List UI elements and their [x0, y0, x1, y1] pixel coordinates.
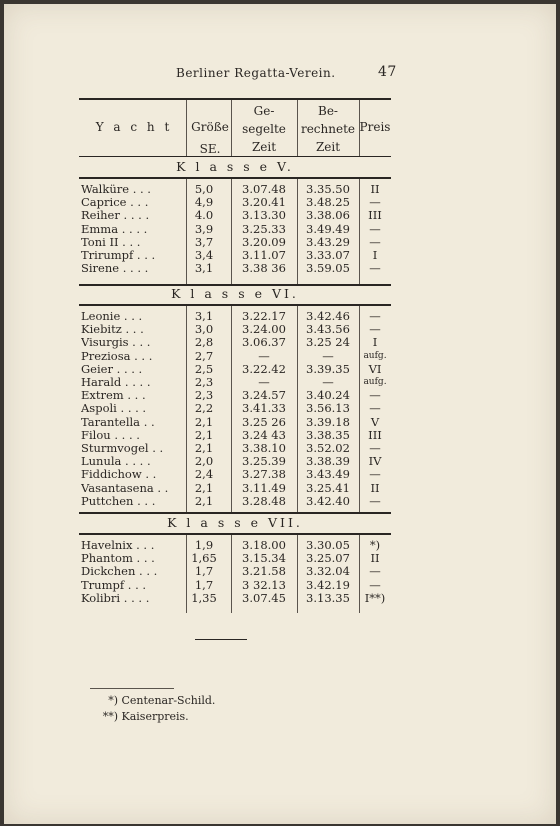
- yacht-name: Reiher . . . .: [81, 209, 150, 223]
- yacht-name: Vasantasena . .: [81, 481, 169, 495]
- table-row: [79, 249, 391, 262]
- prize: —: [369, 309, 381, 323]
- yacht-name: Caprice . . .: [81, 196, 149, 210]
- page-number: 47: [378, 64, 397, 80]
- yacht-size: 1,65: [191, 551, 217, 566]
- prize: III: [368, 208, 382, 223]
- calculated-time: 3.38.06: [306, 208, 350, 223]
- calculated-time: 3.42.40: [306, 493, 350, 508]
- yacht-size: 2,1: [194, 493, 214, 508]
- calculated-time: 3.38.35: [306, 427, 350, 442]
- calculated-time: 3.49.49: [306, 221, 350, 236]
- yacht-size: 4,9: [194, 195, 214, 210]
- table-row: [79, 468, 391, 481]
- yacht-size: 1,35: [191, 590, 217, 605]
- prize: II: [370, 551, 380, 566]
- sailed-time: 3.20.09: [242, 234, 286, 249]
- table-row: [79, 579, 391, 592]
- sailed-time: —: [258, 348, 270, 363]
- prize: —: [369, 493, 381, 508]
- prize: —: [369, 577, 381, 592]
- yacht-size: 2,1: [194, 414, 214, 429]
- calculated-time: 3.38.39: [306, 454, 350, 469]
- yacht-size: 2,2: [194, 401, 214, 416]
- sailed-time: 3.18.00: [242, 538, 286, 552]
- table-row: [79, 389, 391, 402]
- table-row: [79, 350, 391, 363]
- sailed-time: 3.13.30: [242, 208, 286, 223]
- prize: —: [369, 195, 381, 210]
- yacht-size: 1,7: [194, 564, 214, 579]
- prize: V: [370, 414, 380, 429]
- table-row: [79, 592, 391, 605]
- table-row: [79, 565, 391, 578]
- calculated-time: 3.30.05: [306, 538, 350, 552]
- table-row: [79, 336, 391, 349]
- sailed-time: 3.27.38: [242, 467, 286, 482]
- sailed-time: 3.20.41: [242, 195, 286, 210]
- yacht-name: Aspoli . . . .: [81, 402, 147, 416]
- footnote-centenar: *) Centenar-Schild.: [108, 694, 216, 707]
- yacht-name: Trirumpf . . .: [81, 249, 156, 262]
- prize: —: [369, 261, 381, 276]
- prize: —: [369, 221, 381, 236]
- class-vii-top-rule: [79, 512, 391, 514]
- sailed-time: 3.38.10: [242, 441, 286, 455]
- yacht-name: Preziosa . . .: [81, 349, 153, 363]
- calculated-time: 3.39.35: [306, 361, 350, 376]
- sailed-time: 3.21.58: [242, 564, 286, 579]
- footnote-kaiserpreis: **) Kaiserpreis.: [102, 710, 189, 723]
- sailed-time: 3.11.49: [242, 480, 286, 495]
- prize: I: [372, 335, 378, 350]
- yacht-size: 3,9: [194, 221, 214, 236]
- yacht-name: Emma . . . .: [81, 222, 148, 236]
- sailed-time: 3.25.39: [242, 454, 286, 469]
- table-row: [79, 323, 391, 336]
- table-row: [79, 236, 391, 249]
- header-yacht: Y a c h t: [95, 120, 173, 134]
- yacht-name: Puttchen . . .: [81, 494, 156, 508]
- calculated-time: 3.43.29: [306, 234, 350, 249]
- prize: aufg.: [363, 350, 387, 361]
- prize: —: [369, 322, 381, 337]
- table-row: [79, 539, 391, 552]
- yacht-name: Extrem . . .: [81, 389, 146, 403]
- prize: aufg.: [363, 377, 387, 387]
- table-row: [79, 482, 391, 495]
- yacht-name: Harald . . . .: [81, 376, 151, 389]
- prize: II: [370, 480, 380, 495]
- yacht-size: 1,7: [194, 577, 214, 592]
- yacht-size: 2,3: [194, 388, 214, 403]
- sailed-time: 3.24.00: [242, 322, 286, 337]
- sailed-time: 3.28.48: [242, 493, 286, 508]
- yacht-name: Toni II . . .: [81, 235, 141, 249]
- sailed-time: 3.41.33: [242, 401, 286, 416]
- yacht-name: Filou . . . .: [81, 428, 140, 442]
- yacht-size: 2,1: [194, 427, 214, 442]
- yacht-size: 2,4: [194, 467, 214, 482]
- table-row: [79, 495, 391, 508]
- yacht-size: 2,1: [194, 441, 214, 455]
- prize: —: [369, 234, 381, 249]
- prize: VI: [368, 361, 382, 376]
- calculated-time: 3.48.25: [306, 195, 350, 210]
- sailed-time: 3.07.45: [242, 590, 286, 605]
- yacht-name: Dickchen . . .: [81, 565, 158, 579]
- yacht-size: 2,1: [194, 480, 214, 495]
- sailed-time: 3.22.42: [242, 361, 286, 376]
- yacht-size: 1,9: [194, 538, 214, 552]
- table-row: [79, 363, 391, 376]
- sailed-time: —: [258, 375, 270, 389]
- table-row: [79, 442, 391, 455]
- class-vi-rule: [79, 304, 391, 306]
- class-v-rule: [79, 177, 391, 179]
- prize: IV: [368, 454, 382, 469]
- table-row: [79, 196, 391, 209]
- yacht-name: Kiebitz . . .: [81, 323, 144, 337]
- sailed-time: 3 32.13: [242, 577, 286, 592]
- yacht-size: 3,4: [194, 248, 214, 262]
- sailed-time: 3.06.37: [242, 335, 286, 350]
- yacht-name: Walküre . . .: [81, 183, 151, 196]
- header-calculated-time: Be- rechnete Zeit: [300, 104, 356, 154]
- header-prize: Preis: [359, 120, 391, 134]
- yacht-name: Fiddichow . .: [81, 468, 157, 482]
- calculated-time: 3.13.35: [306, 590, 350, 605]
- sailed-time: 3.07.48: [242, 182, 286, 196]
- yacht-name: Leonie . . .: [81, 310, 143, 323]
- prize: —: [369, 441, 381, 455]
- calculated-time: 3.43.56: [306, 322, 350, 337]
- yacht-size: 3,1: [194, 309, 214, 323]
- calculated-time: —: [322, 375, 334, 389]
- yacht-size: 2,3: [194, 375, 214, 389]
- sailed-time: 3.15.34: [242, 551, 286, 566]
- yacht-size: 5,0: [194, 182, 214, 196]
- class-heading-vi: K l a s s e VI.: [171, 286, 299, 301]
- book-page: [4, 4, 556, 824]
- sailed-time: 3.22.17: [242, 309, 286, 323]
- table-row: [79, 376, 391, 389]
- calculated-time: 3.52.02: [306, 441, 350, 455]
- prize: I: [372, 248, 378, 262]
- table-row: [79, 455, 391, 468]
- yacht-size: 2,7: [194, 348, 214, 363]
- class-heading-vii: K l a s s e VII.: [167, 515, 303, 530]
- calculated-time: 3.25.41: [306, 480, 350, 495]
- yacht-name: Lunula . . . .: [81, 455, 151, 469]
- footnote-rule: [90, 688, 174, 689]
- yacht-name: Geier . . . .: [81, 362, 143, 376]
- header-bottom-rule: [79, 156, 391, 157]
- header-size: Größe SE.: [191, 120, 229, 156]
- yacht-name: Havelnix . . .: [81, 539, 155, 552]
- calculated-time: 3.39.18: [306, 414, 350, 429]
- yacht-name: Phantom . . .: [81, 552, 155, 566]
- prize: III: [368, 427, 382, 442]
- calculated-time: 3.32.04: [306, 564, 350, 579]
- prize: *): [369, 538, 381, 552]
- sailed-time: 3.38 36: [242, 261, 286, 276]
- page-title: Berliner Regatta-Verein.: [176, 66, 336, 80]
- calculated-time: 3.25.07: [306, 551, 350, 566]
- calculated-time: 3.56.13: [306, 401, 350, 416]
- yacht-size: 3,1: [194, 261, 214, 276]
- sailed-time: 3.25.33: [242, 221, 286, 236]
- table-row: [79, 209, 391, 222]
- yacht-name: Trumpf . . .: [81, 578, 147, 592]
- calculated-time: 3.42.46: [306, 309, 350, 323]
- prize: —: [369, 467, 381, 482]
- yacht-name: Sirene . . . .: [81, 262, 149, 276]
- yacht-size: 3,7: [194, 234, 214, 249]
- yacht-size: 2,5: [194, 361, 214, 376]
- yacht-size: 4.0: [194, 208, 214, 223]
- header-sailed-time: Ge- segelte Zeit: [242, 104, 286, 154]
- yacht-name: Visurgis . . .: [81, 336, 151, 350]
- sailed-time: 3.24.57: [242, 388, 286, 403]
- yacht-name: Kolibri . . . .: [81, 591, 150, 605]
- calculated-time: 3.33.07: [306, 248, 350, 262]
- table-row: [79, 183, 391, 196]
- table-row: [79, 416, 391, 429]
- calculated-time: 3.25 24: [306, 335, 350, 350]
- prize: —: [369, 388, 381, 403]
- table-row: [79, 429, 391, 442]
- table-top-rule: [79, 98, 391, 100]
- yacht-size: 2,8: [194, 335, 214, 350]
- table-row: [79, 552, 391, 565]
- calculated-time: 3.40.24: [306, 388, 350, 403]
- calculated-time: 3.35.50: [306, 182, 350, 196]
- yacht-size: 2,0: [194, 454, 214, 469]
- prize: —: [369, 401, 381, 416]
- calculated-time: 3.59.05: [306, 261, 350, 276]
- sailed-time: 3.11.07: [242, 248, 286, 262]
- calculated-time: —: [322, 348, 334, 363]
- yacht-size: 3,0: [194, 322, 214, 337]
- sailed-time: 3.24 43: [242, 427, 286, 442]
- sailed-time: 3.25 26: [242, 414, 286, 429]
- table-row: [79, 402, 391, 415]
- prize: —: [369, 564, 381, 579]
- yacht-name: Sturmvogel . .: [81, 442, 164, 455]
- table-row: [79, 262, 391, 275]
- prize: II: [370, 182, 380, 196]
- table-end-rule: [195, 639, 247, 640]
- yacht-name: Tarantella . .: [81, 415, 155, 429]
- prize: I**): [364, 590, 386, 605]
- class-vii-rule: [79, 533, 391, 535]
- table-row: [79, 223, 391, 236]
- calculated-time: 3.42.19: [306, 577, 350, 592]
- calculated-time: 3.43.49: [306, 467, 350, 482]
- table-row: [79, 310, 391, 323]
- class-heading-v: K l a s s e V.: [176, 159, 294, 174]
